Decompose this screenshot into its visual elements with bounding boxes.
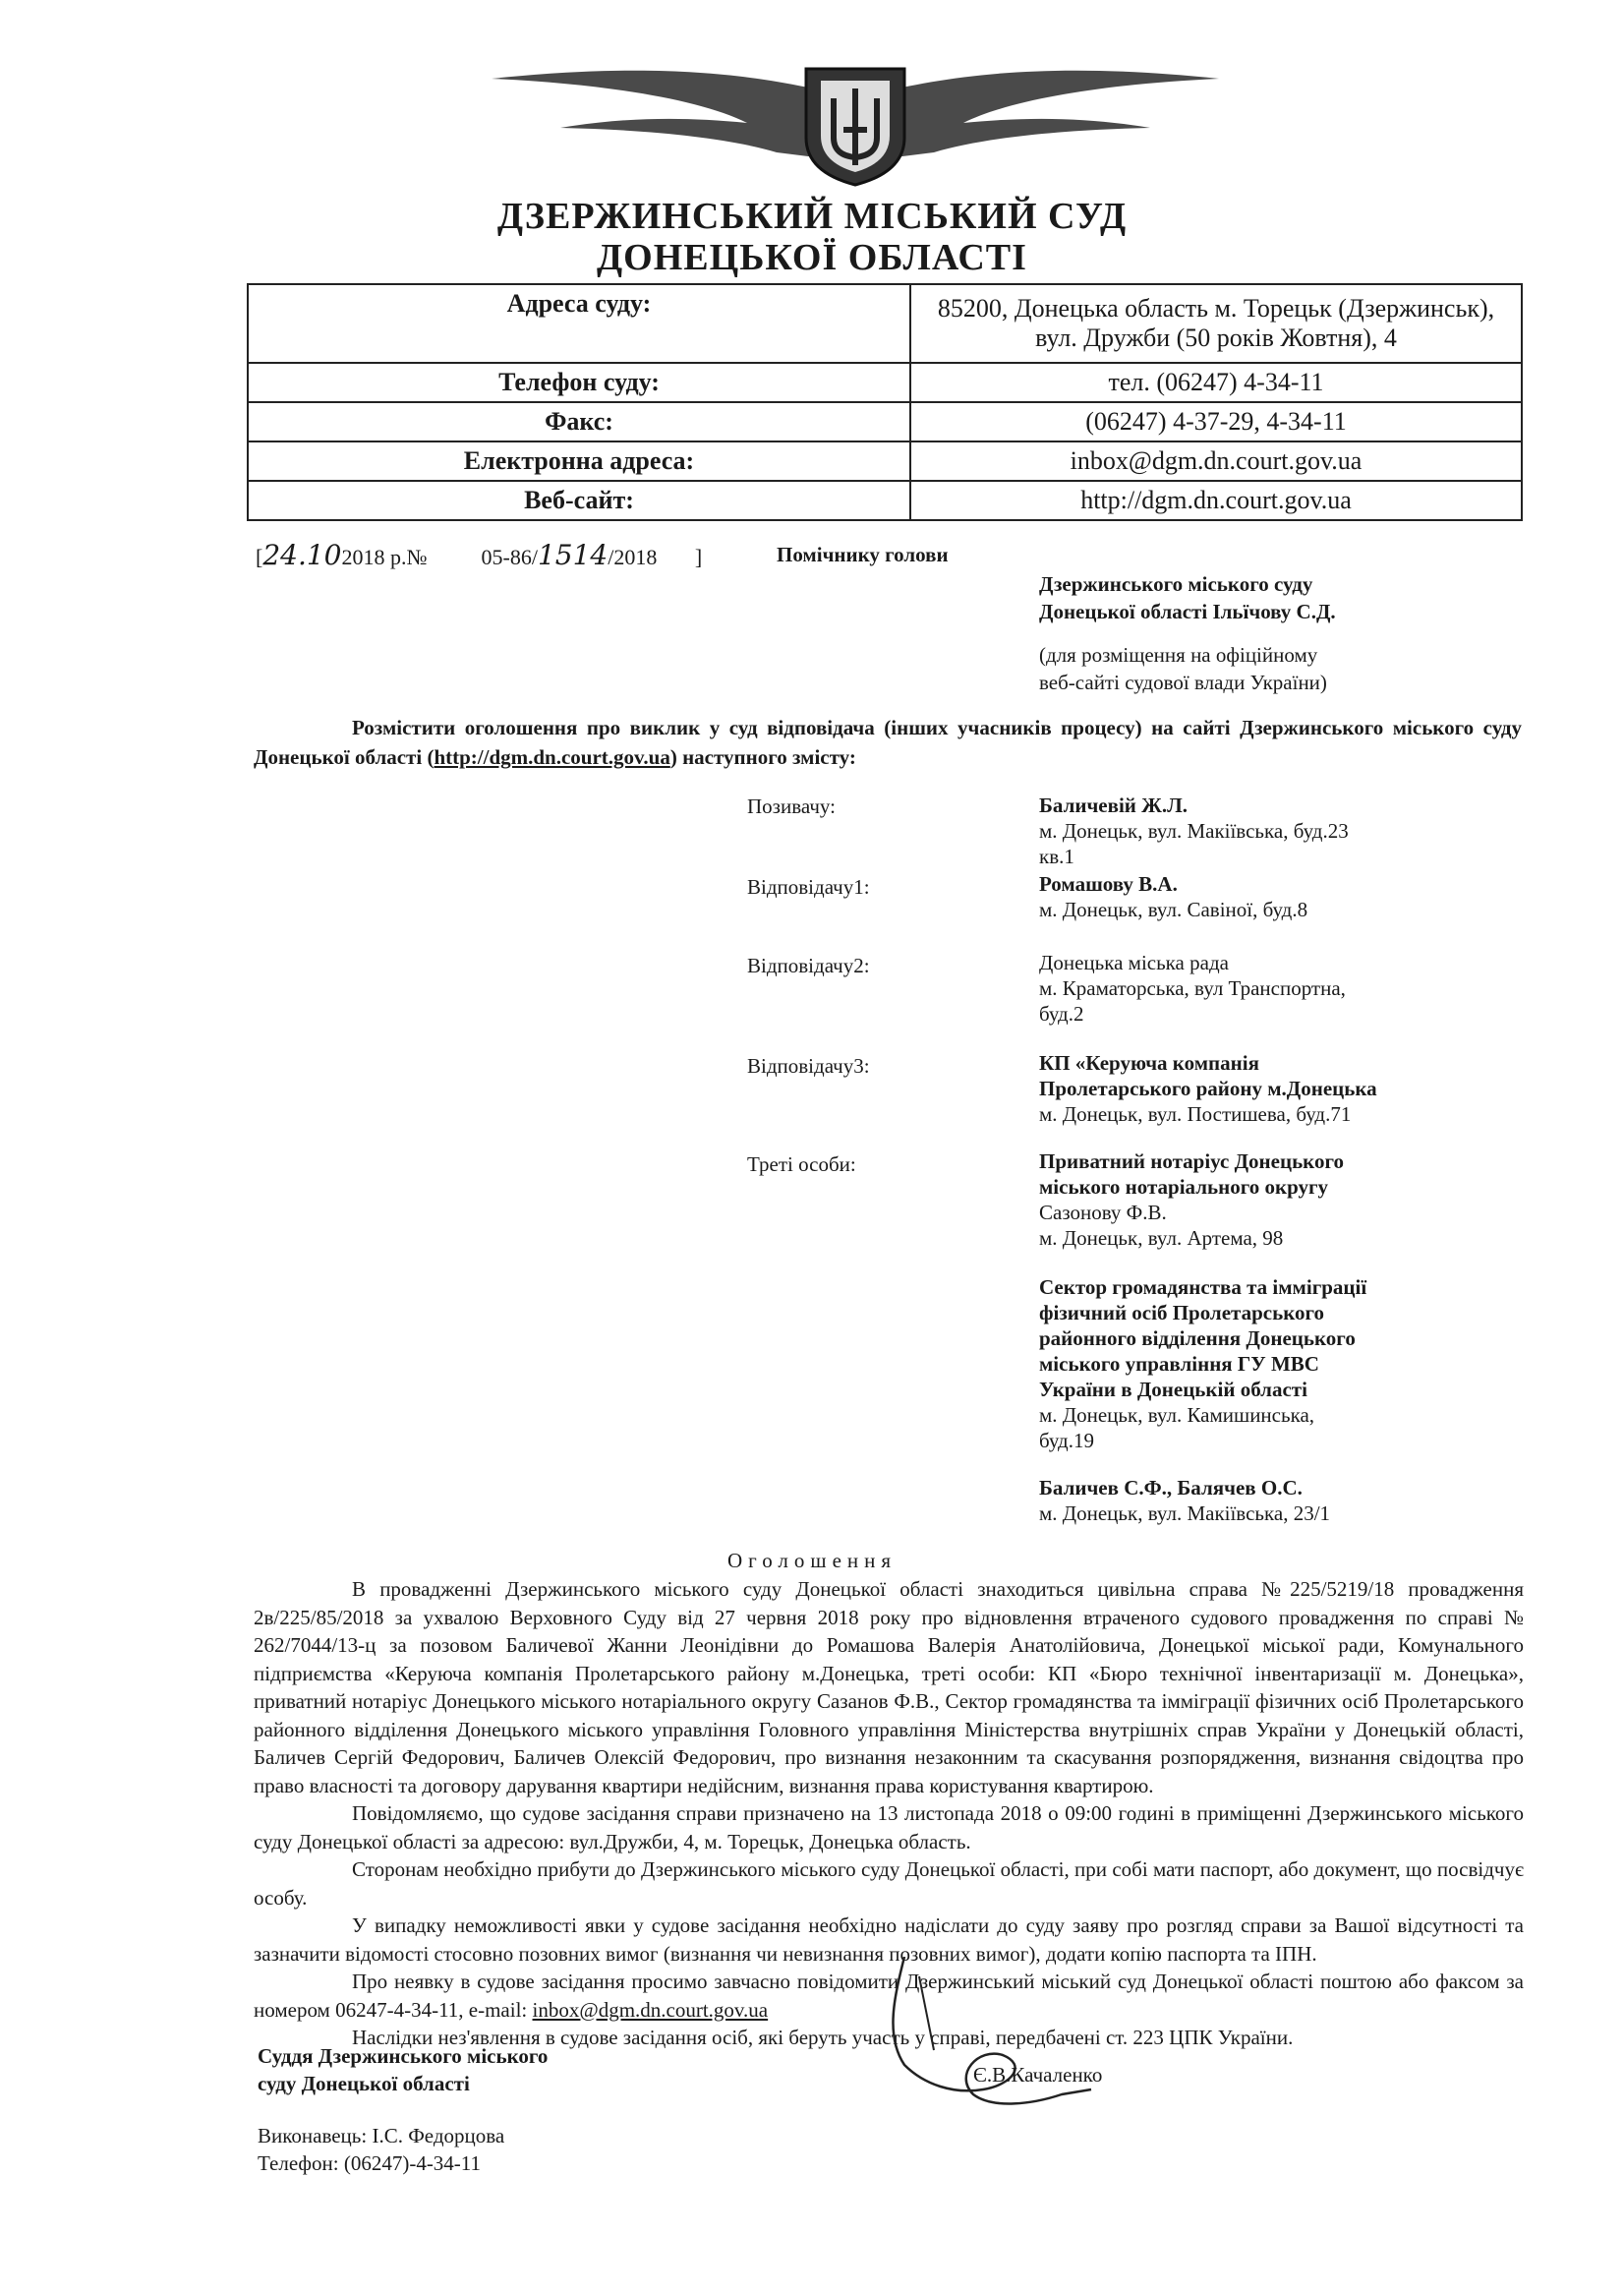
- address-value: [910, 284, 1522, 363]
- defendant3-name-line1: КП «Керуюча компанія: [1039, 1051, 1259, 1075]
- judge-title: [258, 2042, 548, 2097]
- announcement-paragraph-1: В провадженні Дзержинського міського суду Донецької області знаходиться цивільна справа №225/5219/18 провадження 2в/225/85/2018 за ухвалою Верховного Суду від 27 червня 2018 року про відновлення втраченого судового провадження по справі № 262/7044/13-ц за позовом Баличевої Жанни Леонідівни до Ромашова Валерія Анатолійовича, Донецької міської ради, Комунального підприємства «Керуюча компанія Пролетарського району м.Донецька, треті особи: КП «Бюро технічної інвентаризації м. Донецька», приватний нотаріус Донецького міського нотаріального округу Сазанов Ф.В., Сектор громадянства та імміграції фізичних осіб Пролетарського районного відділення Донецького міського управління Головного управління Міністерства внутрішніх справ України у Донецькій області, Баличев Сергій Федорович, Баличев Олексій Федорович, про визнання незаконним та скасування розпорядження, визнання свідоцтва про право власності та договору дарування квартири недійсним, визнання права користування квартирою.: [254, 1577, 1524, 1797]
- recipient-note: [1039, 641, 1452, 696]
- court-info-table: [247, 283, 1523, 521]
- email-value[interactable]: inbox@dgm.dn.court.gov.ua: [910, 441, 1522, 481]
- phone-label: Телефон суду:: [248, 363, 910, 402]
- table-row: [248, 363, 1522, 402]
- ref-bracket-close: ]: [694, 545, 703, 569]
- instruction-link[interactable]: http://dgm.dn.court.gov.ua: [434, 745, 670, 769]
- third-party1-line2: міського нотаріального округу: [1039, 1175, 1329, 1199]
- table-row: [248, 481, 1522, 520]
- defendant3-name-line2: Пролетарського району м.Донецька: [1039, 1077, 1377, 1100]
- address-line1: 85200, Донецька область м. Торецьк (Дзержинськ),: [937, 294, 1495, 323]
- recipient-note-line1: (для розміщення на офіційному: [1039, 643, 1318, 667]
- defendant1-address: м. Донецьк, вул. Савіної, буд.8: [1039, 898, 1308, 921]
- announcement-title: Оголошення: [726, 1549, 898, 1572]
- recipient-note-line2: веб-сайті судової влади України): [1039, 671, 1327, 694]
- judge-name: Є.В.Качаленко: [973, 2063, 1103, 2087]
- recipient-title: Помічнику голови: [777, 543, 949, 566]
- instruction-paragraph: [254, 713, 1522, 772]
- executor-info: [258, 2122, 504, 2177]
- ref-date-rest: 2018 р.№: [341, 545, 428, 569]
- third-parties-role: Треті особи:: [747, 1152, 856, 1176]
- judge-title-line1: Суддя Дзержинського міського: [258, 2044, 549, 2068]
- ref-bracket-open: [: [256, 545, 263, 569]
- defendant3-role: Відповідачу3:: [747, 1054, 870, 1078]
- defendant2-role: Відповідачу2:: [747, 954, 870, 977]
- outgoing-reference: [256, 539, 702, 571]
- website-value[interactable]: http://dgm.dn.court.gov.ua: [910, 481, 1522, 520]
- defendant2-address: м. Краматорська, вул Транспортна,: [1039, 976, 1346, 1000]
- plaintiff-name: Баличевій Ж.Л.: [1039, 794, 1189, 817]
- third-party2-line5: України в Донецькій області: [1039, 1378, 1307, 1401]
- third-party1-address: м. Донецьк, вул. Артема, 98: [1039, 1226, 1284, 1250]
- ref-number-suffix: /2018: [608, 545, 658, 569]
- third-party2-block: [1039, 1274, 1511, 1453]
- table-row: [248, 284, 1522, 363]
- defendant2-name: Донецька міська рада: [1039, 951, 1229, 974]
- ref-date-handwritten: 24.10: [262, 539, 342, 571]
- third-party1-line1: Приватний нотаріус Донецького: [1039, 1149, 1345, 1173]
- email-label: Електронна адреса:: [248, 441, 910, 481]
- plaintiff-role: Позивачу:: [747, 794, 836, 818]
- court-title-line2: ДОНЕЦЬКОЇ ОБЛАСТІ: [597, 237, 1027, 278]
- address-label: Адреса суду:: [248, 284, 910, 363]
- defendant1-block: [1039, 871, 1511, 922]
- announcement-paragraph-2: Повідомляємо, що судове засідання справи призначено на 13 листопада 2018 о 09:00 годині в приміщенні Дзержинського міського суду Донецької області за адресою: вул.Дружби, 4, м. Торецьк, Донецька область.: [254, 1801, 1524, 1853]
- recipient-line2: Донецької області Ільїчову С.Д.: [1039, 600, 1336, 623]
- table-row: [248, 441, 1522, 481]
- plaintiff-block: [1039, 793, 1511, 869]
- announcement-paragraph-5-text: Про неявку в судове засідання просимо завчасно повідомити Дзержинський міський суд Донецької області поштою або факсом за номером 06247-4-34-11, e-mail:: [254, 1970, 1524, 2022]
- defendant3-block: [1039, 1050, 1511, 1127]
- third-party2-line1: Сектор громадянства та імміграції: [1039, 1275, 1367, 1299]
- recipient-name: [1039, 570, 1452, 625]
- website-label: Веб-сайт:: [248, 481, 910, 520]
- third-party2-address-bld: буд.19: [1039, 1429, 1094, 1452]
- handwritten-signature: [865, 1957, 1101, 2114]
- third-party2-address: м. Донецьк, вул. Камишинська,: [1039, 1403, 1315, 1427]
- executor-phone: Телефон: (06247)-4-34-11: [258, 2151, 482, 2175]
- announcement-email-link[interactable]: inbox@dgm.dn.court.gov.ua: [532, 1997, 769, 2022]
- judge-title-line2: суду Донецької області: [258, 2072, 470, 2095]
- fax-label: Факс:: [248, 402, 910, 441]
- instruction-text-1: Розмістити оголошення про виклик у суд відповідача (інших учасників процесу) на сайті Дзержинського міського суду Донецької області (: [254, 716, 1522, 769]
- announcement-paragraph-3: Сторонам необхідно прибути до Дзержинського міського суду Донецької області, при собі мати паспорт, або документ, що посвідчує особу.: [254, 1857, 1524, 1910]
- coat-of-arms-icon: [482, 39, 1229, 187]
- defendant2-address-bld: буд.2: [1039, 1002, 1084, 1026]
- phone-value: тел. (06247) 4-34-11: [910, 363, 1522, 402]
- ref-number-prefix: 05-86/: [481, 545, 538, 569]
- announcement-paragraph-4: У випадку неможливості явки у судове засідання необхідно надіслати до суду заяву про розгляд справи за Вашої відсутності та зазначити відомості стосовно позовних вимог (визнання чи невизнання позовних вимог), додати копію паспорта та ІПН.: [254, 1913, 1524, 1966]
- ref-number-handwritten: 1514: [537, 539, 609, 571]
- address-line2: вул. Дружби (50 років Жовтня), 4: [1035, 324, 1397, 352]
- third-party3-block: [1039, 1475, 1511, 1526]
- defendant1-role: Відповідачу1:: [747, 875, 870, 899]
- plaintiff-address: м. Донецьк, вул. Макіївська, буд.23: [1039, 819, 1349, 843]
- executor-name: Виконавець: І.С. Федорцова: [258, 2124, 505, 2147]
- announcement-paragraph-6: Наслідки нез'явлення в судове засідання осіб, які беруть участь у справі, передбачені ст. 223 ЦПК України.: [352, 2026, 1294, 2049]
- defendant2-block: [1039, 950, 1511, 1027]
- third-party3-address: м. Донецьк, вул. Макіївська, 23/1: [1039, 1501, 1331, 1525]
- instruction-text-2: ) наступного змісту:: [669, 745, 856, 769]
- plaintiff-address-apt: кв.1: [1039, 845, 1074, 868]
- third-party3-names: Баличев С.Ф., Балячев О.С.: [1039, 1476, 1303, 1500]
- table-row: [248, 402, 1522, 441]
- third-party2-line2: фізичний осіб Пролетарського: [1039, 1301, 1325, 1324]
- defendant3-address: м. Донецьк, вул. Постишева, буд.71: [1039, 1102, 1352, 1126]
- court-title-line1: ДЗЕРЖИНСЬКИЙ МІСЬКИЙ СУД: [496, 196, 1128, 237]
- third-party2-line4: міського управління ГУ МВС: [1039, 1352, 1319, 1376]
- third-party1-block: [1039, 1148, 1511, 1251]
- third-party2-line3: районного відділення Донецького: [1039, 1326, 1356, 1350]
- defendant1-name: Ромашову В.А.: [1039, 872, 1178, 896]
- third-party1-line3: Сазонову Ф.В.: [1039, 1201, 1167, 1224]
- fax-value: (06247) 4-37-29, 4-34-11: [910, 402, 1522, 441]
- recipient-line1: Дзержинського міського суду: [1039, 572, 1313, 596]
